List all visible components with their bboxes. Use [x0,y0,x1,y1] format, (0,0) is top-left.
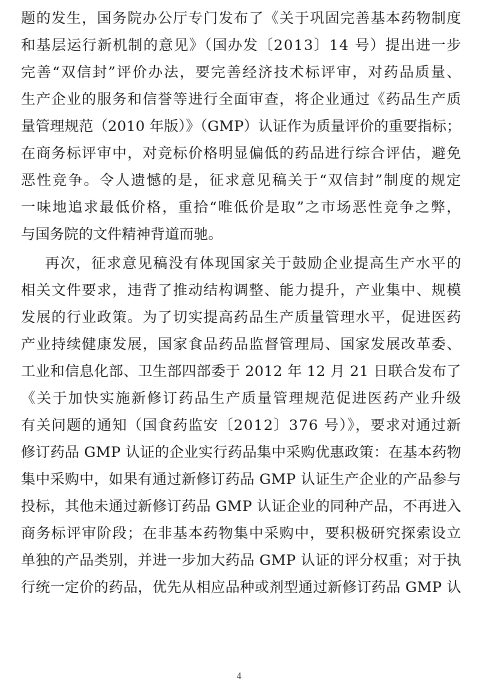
body-text-line: 《关于加快实施新修订药品生产质量管理规范促进医药产业升级 [21,391,463,407]
body-text-line: 和基层运行新机制的意见》（国办发〔2013〕14 号）提出进一步 [21,38,462,54]
body-text-line: 单独的产品类别，并进一步加大药品 GMP 认证的评分权重；对于执 [21,553,462,569]
body-text-line: 发展的行业政策。为了切实提高药品生产质量管理水平，促进医药 [21,310,462,326]
body-text-line: 产业持续健康发展，国家食品药品监督管理局、国家发展改革委、 [21,337,462,353]
body-text-line: 修订药品 GMP 认证的企业实行药品集中采购优惠政策：在基本药物 [21,445,462,461]
body-text-line: 行统一定价的药品，优先从相应品种或剂型通过新修订药品 GMP 认 [21,580,462,596]
body-text-line: 一味地追求最低价格，重拾“唯低价是取”之市场恶性竞争之弊， [21,200,463,216]
paragraph-first-line: 再次，征求意见稿没有体现国家关于鼓励企业提高生产水平的 [45,256,463,272]
body-text-line: 题的发生，国务院办公厅专门发布了《关于巩固完善基本药物制度 [21,11,462,27]
body-text-line: 投标，其他未通过新修订药品 GMP 认证企业的同种产品，不再进入 [21,499,462,515]
body-text-line: 量管理规范（2010 年版）》（GMP）认证作为质量评价的重要指标； [21,119,461,135]
body-text-line: 工业和信息化部、卫生部四部委于 2012 年 12 月 21 日联合发布了 [21,364,462,380]
body-text-line: 与国务院的文件精神背道而驰。 [21,227,223,243]
page-number: 4 [236,671,242,681]
body-text-line: 相关文件要求，违背了推动结构调整、能力提升，产业集中、规模 [21,283,462,299]
body-text-line: 集中采购中，如果有通过新修订药品 GMP 认证生产企业的产品参与 [21,472,462,488]
body-text-line: 完善“双信封”评价办法，要完善经济技术标评审，对药品质量、 [21,65,463,81]
body-text-line: 恶性竞争。令人遗憾的是，征求意见稿关于“双信封”制度的规定 [21,173,463,189]
body-text-line: 生产企业的服务和信誉等进行全面审查，将企业通过《药品生产质 [21,92,462,108]
body-text-line: 有关问题的通知（国食药监安〔2012〕376 号）》，要求对通过新 [21,418,462,434]
body-text-line: 在商务标评审中，对竞标价格明显偏低的药品进行综合评估，避免 [21,146,462,162]
body-text-line: 商务标评审阶段；在非基本药物集中采购中，要积极研究探索设立 [21,526,462,542]
